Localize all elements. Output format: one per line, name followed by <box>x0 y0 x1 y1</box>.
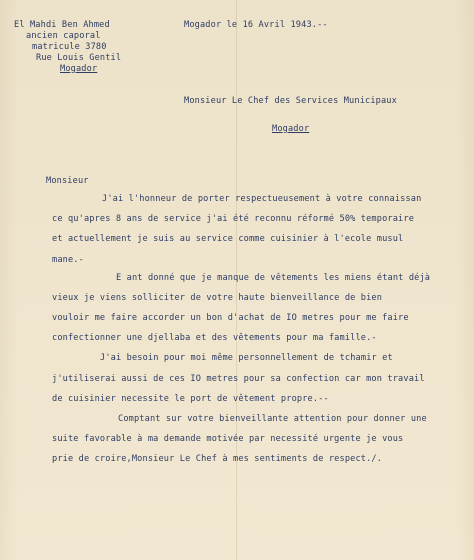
body-line: ce qu'apres 8 ans de service j'ai été reconnu réformé 50% temporaire <box>52 214 415 224</box>
letter-date: Mogador le 16 Avril 1943.-- <box>184 20 328 30</box>
body-line: mane.- <box>52 255 84 265</box>
sender-city: Mogador <box>60 64 98 74</box>
body-line: j'utiliserai aussi de ces IO metres pour sa confection car mon travail <box>52 374 425 384</box>
sender-name: El Mahdi Ben Ahmed <box>14 20 110 30</box>
body-line: et actuellement je suis au service comme cuisinier à l'ecole musul <box>52 234 404 244</box>
body-line: vouloir me faire accorder un bon d'achat de IO metres pour me faire <box>52 313 409 323</box>
body-line: Comptant sur votre bienveillante attention pour donner une <box>118 414 427 424</box>
sender-matricule: matricule 3780 <box>32 42 107 52</box>
salutation: Monsieur <box>46 176 89 186</box>
body-line: prie de croire,Monsieur Le Chef à mes sentiments de respect./. <box>52 454 383 464</box>
sender-street: Rue Louis Gentil <box>36 53 122 63</box>
sender-rank: ancien caporal <box>26 31 101 41</box>
body-line: confectionner une djellaba et des vêtements pour ma famille.- <box>52 333 377 343</box>
recipient-title: Monsieur Le Chef des Services Municipaux <box>184 96 397 106</box>
body-line: J'ai l'honneur de porter respectueusement à votre connaissan <box>102 194 422 204</box>
body-line: suite favorable à ma demande motivée par necessité urgente je vous <box>52 434 404 444</box>
recipient-city: Mogador <box>272 124 310 134</box>
body-line: E ant donné que je manque de vêtements les miens étant déjà <box>116 273 431 283</box>
body-line: J'ai besoin pour moi même personnellement de tchamir et <box>100 353 393 363</box>
body-line: vieux je viens solliciter de votre haute bienveillance de bien <box>52 293 383 303</box>
body-line: de cuisinier necessite le port de vêtement propre.-- <box>52 394 329 404</box>
